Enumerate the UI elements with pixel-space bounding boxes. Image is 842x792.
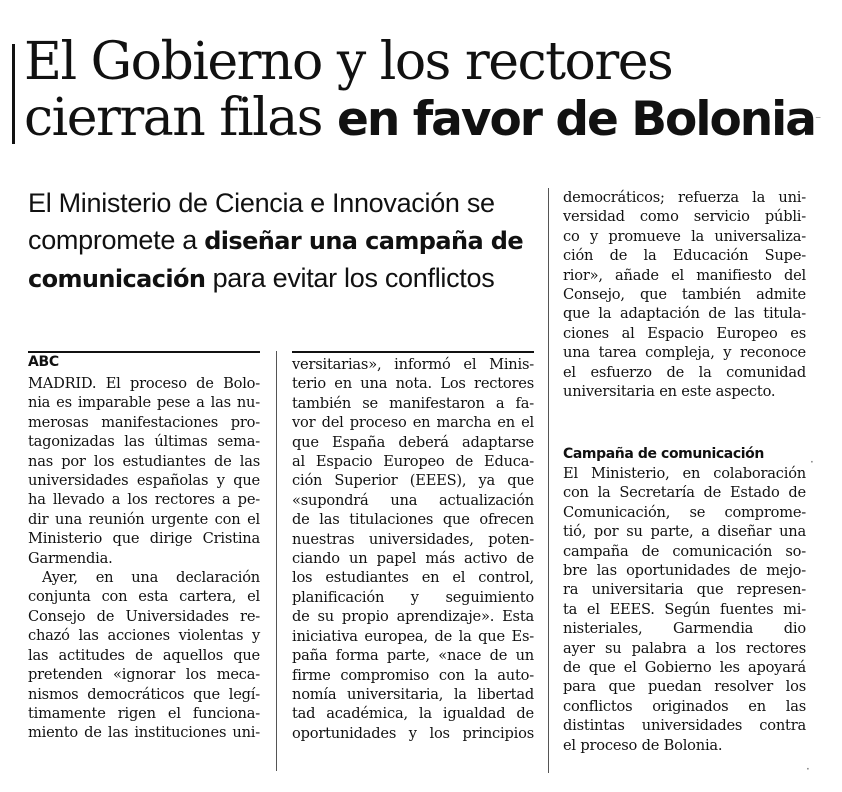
text-line: democráticos; refuerza la uni- [563, 189, 806, 206]
article-column-1 [28, 374, 260, 743]
subhead-line-2-bold: diseñar una campaña de [204, 227, 524, 255]
text-line: nia es imparable pese a las nu- [28, 394, 260, 412]
text-line: Ministerio que dirige Cristina [28, 530, 260, 548]
text-line: con la Secretaría de Estado de [563, 484, 806, 502]
text-line: «supondrá una actualización [292, 491, 534, 509]
text-line: Consejo de Universidades re- [28, 607, 260, 625]
text-line: planificación y seguimiento [292, 588, 534, 606]
text-line: tagonizadas las últimas sema- [28, 433, 260, 451]
text-line: las actitudes de aquellos que [28, 646, 260, 664]
text-line: MADRID. El proceso de Bolo- [28, 375, 260, 392]
text-line: ayer su palabra a los rectores [563, 639, 806, 657]
text-line: distintas universidades contra [563, 717, 806, 735]
text-line: bre las oportunidades de mejo- [563, 562, 806, 580]
scan-speck: · [810, 455, 814, 469]
text-line: nismos democráticos que legí- [28, 685, 260, 703]
column-separator [548, 188, 549, 773]
text-line: el proceso de Bolonia. [563, 736, 723, 754]
text-line: vor del proceso en marcha en el [292, 414, 534, 432]
text-line: nas por los estudiantes de las [28, 452, 260, 470]
text-line: de las titulaciones que ofrecen [292, 511, 534, 529]
text-line: firme compromiso con la auto- [292, 666, 534, 684]
text-line: merosas manifestaciones pro- [28, 413, 260, 431]
text-line: ciones al Espacio Europeo es [563, 324, 806, 342]
text-line: ra universitaria que represen- [563, 581, 806, 599]
headline-line-2 [24, 90, 814, 148]
column-rule [292, 351, 534, 353]
scan-speck: ⁻ [815, 112, 822, 126]
headline-line-1: El Gobierno y los rectores [24, 32, 673, 92]
text-line: nomía universitaria, la libertad [292, 685, 534, 703]
text-line: conjunta con esta cartera, el [28, 588, 260, 606]
text-line: una tarea compleja, y reconoce [563, 344, 806, 362]
text-line: pretenden «ignorar los meca- [28, 666, 260, 684]
text-line: iniciativa europea, de la que Es- [292, 627, 534, 645]
text-line: para que puedan resolver los [563, 678, 806, 696]
subhead-line-2-regular: compromete a [28, 225, 205, 255]
subhead-line-2 [28, 222, 538, 260]
text-line: versidad como servicio públi- [563, 208, 806, 226]
text-line: nisteriales, Garmendia dio [563, 620, 806, 638]
text-line: Consejo, que también admite [563, 286, 806, 304]
article-column-3 [563, 188, 806, 401]
text-line: también se manifestaron a fa- [292, 394, 534, 412]
text-line: terio en una nota. Los rectores [292, 375, 534, 393]
text-line: ta el EEES. Según fuentes mi- [563, 600, 806, 618]
article-column-3-section [563, 464, 806, 755]
subhead-line-3-regular: para evitar los conflictos [205, 263, 495, 293]
text-line: ción Superior (EEES), ya que [292, 472, 534, 490]
byline-rule [28, 351, 260, 353]
text-line: Garmendia. [28, 549, 113, 567]
text-line: campaña de comunicación so- [563, 542, 806, 560]
subhead-line-3 [28, 260, 538, 298]
text-line: timamente rigen el funciona- [28, 704, 260, 722]
text-line: Ayer, en una declaración [42, 569, 260, 587]
subheadline [28, 185, 538, 298]
text-line: conflictos originados en las [563, 697, 806, 715]
text-line: oportunidades y los principios [292, 724, 534, 742]
text-line: dir una reunión urgente con el [28, 510, 260, 528]
text-line: versitarias», informó el Minis- [292, 356, 534, 373]
text-line: rior», añade el manifiesto del [563, 266, 806, 284]
text-line: nuestras universidades, poten- [292, 530, 534, 548]
byline: ABC [28, 354, 59, 370]
text-line: tad académica, la igualdad de [292, 705, 534, 723]
subhead-line-3-bold: comunicación [28, 265, 206, 293]
text-line: que la adaptación de las titula- [563, 305, 806, 323]
text-line: universitaria en este aspecto. [563, 383, 776, 401]
text-line: ción de la Educación Supe- [563, 247, 806, 265]
text-line: Comunicación, se comprome- [563, 503, 806, 521]
text-line: el esfuerzo de la comunidad [563, 363, 806, 381]
text-line: de su propio aprendizaje». Esta [292, 608, 534, 626]
headline-line-2-bold: en favor de Bolonia [337, 92, 816, 147]
section-heading: Campaña de comunicación [563, 446, 764, 462]
subhead-line-1: El Ministerio de Ciencia e Innovación se [28, 188, 495, 218]
text-line: ciando un papel más activo de [292, 550, 534, 568]
text-line: miento de las instituciones uni- [28, 724, 260, 742]
text-line: al Espacio Europeo de Educa- [292, 453, 534, 471]
headline [24, 34, 814, 148]
text-line: universidades españolas y que [28, 472, 260, 490]
scan-speck: · [806, 762, 810, 776]
text-line: El Ministerio, en colaboración [563, 465, 806, 482]
headline-line-2-regular: cierran filas [24, 88, 337, 148]
text-line: chazó las acciones violentas y [28, 627, 260, 645]
text-line: los estudiantes en el control, [292, 569, 534, 587]
column-separator [276, 351, 277, 771]
text-line: de que el Gobierno les apoyará [563, 659, 806, 677]
text-line: tió, por su parte, a diseñar una [563, 523, 806, 541]
text-line: ha llevado a los rectores a pe- [28, 491, 260, 509]
text-line: co y promueve la universaliza- [563, 227, 806, 245]
text-line: paña forma parte, «nace de un [292, 647, 534, 665]
article-column-2 [292, 355, 534, 743]
text-line: que España deberá adaptarse [292, 433, 534, 451]
headline-rule [12, 44, 15, 144]
